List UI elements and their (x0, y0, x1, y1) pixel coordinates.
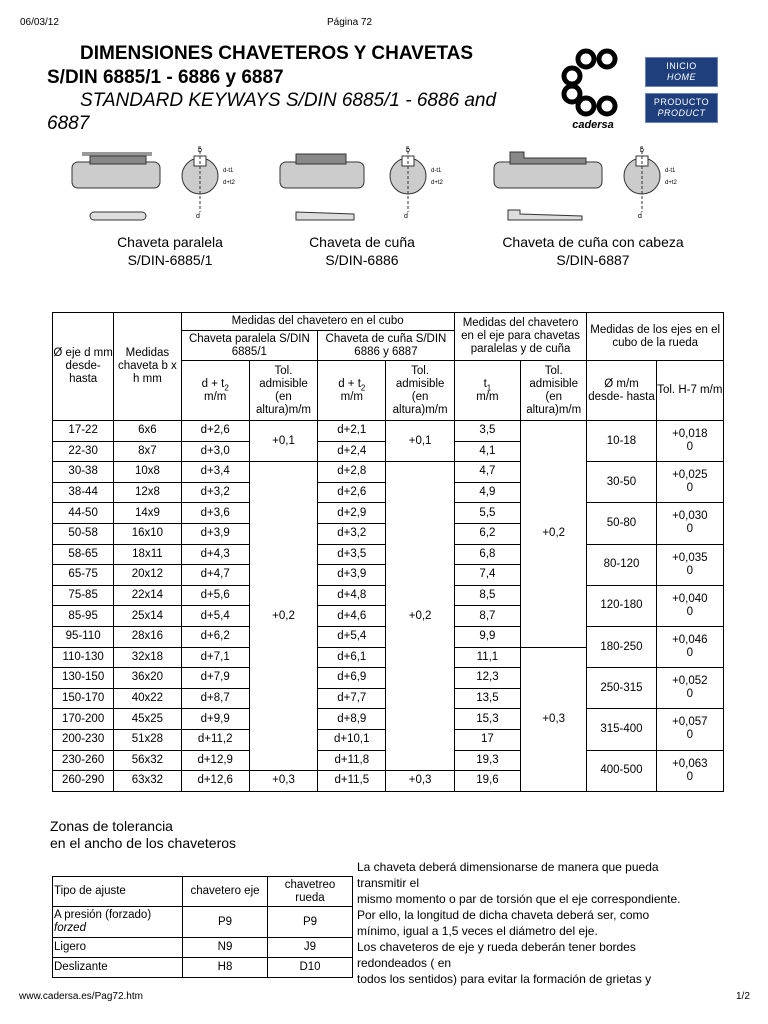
cell-t1: 6,2 (454, 523, 520, 544)
cell-key-size: 6x6 (114, 421, 181, 442)
cell-bore-range: 315-400 (587, 709, 656, 750)
cell-dt2-wedge: d+11,8 (318, 750, 386, 771)
cell-tol-parallel: +0,3 (249, 771, 317, 792)
cell-dt2-parallel: d+11,2 (181, 729, 249, 750)
cell-dt2-wedge: d+3,5 (318, 544, 386, 565)
product-button-sublabel: PRODUCT (657, 108, 706, 118)
cell-dt2-parallel: d+3,0 (181, 441, 249, 462)
col-header-tol-parallel: Tol. admisible (en altura)m/m (249, 361, 317, 421)
cell-dt2-wedge: d+2,4 (318, 441, 386, 462)
cell-dt2-wedge: d+3,2 (318, 523, 386, 544)
cell-t1: 9,9 (454, 626, 520, 647)
tol-row-rueda: D10 (268, 958, 353, 978)
tol-row-eje: H8 (183, 958, 268, 978)
print-url: www.cadersa.es/Pag72.htm (19, 991, 143, 1002)
cell-shaft-range: 44-50 (53, 503, 114, 524)
design-note-paragraph: La chaveta deberá dimensionarse de manera que pueda transmitir el mismo momento o par de torsión que el eje correspondiente. Por ello, la longitud de dicha chaveta deberá ser, como mínimo, igual a 1,5 veces el diámetro del eje. Los chaveteros de eje y rueda deberán tener bordes redondeados ( en todos los sentidos) para evitar la formación de grietas y (357, 860, 681, 986)
cell-bore-range: 250-315 (587, 668, 656, 709)
cell-bore-range: 80-120 (587, 544, 656, 585)
cell-t1: 12,3 (454, 668, 520, 689)
home-button-label: INICIO (666, 61, 697, 71)
cell-key-size: 22x14 (114, 585, 181, 606)
cell-dt2-parallel: d+5,4 (181, 606, 249, 627)
cell-tol-shaft: +0,3 (521, 647, 587, 791)
caption-gib-head-key: Chaveta de cuña con cabeza S/DIN-6887 (502, 234, 684, 268)
cell-dt2-wedge: d+2,9 (318, 503, 386, 524)
fig3-label-b: b (640, 147, 644, 154)
cell-bore-range: 30-50 (587, 462, 656, 503)
header-hub-keyway: Medidas del chavetero en el cubo (181, 313, 454, 331)
page-subtitle-english-line2: 6887 (47, 113, 90, 134)
cell-key-size: 8x7 (114, 441, 181, 462)
cell-shaft-range: 38-44 (53, 482, 114, 503)
cell-key-size: 51x28 (114, 729, 181, 750)
cell-shaft-range: 95-110 (53, 626, 114, 647)
tol-header-tipo: Tipo de ajuste (53, 877, 183, 907)
header-shaft-keyway: Medidas del chavetero en el eje para chavetas paralelas y de cuña (454, 313, 587, 361)
cadersa-logo[interactable] (558, 46, 628, 132)
cell-tol-wedge: +0,3 (386, 771, 454, 792)
fig3-label-d: d (638, 213, 642, 220)
cell-shaft-range: 85-95 (53, 606, 114, 627)
col-header-dt2-wedge: $d + t_2$ m/m (318, 361, 386, 421)
cell-dt2-wedge: d+7,7 (318, 688, 386, 709)
product-button[interactable] (645, 93, 718, 123)
product-button-label: PRODUCTO (653, 97, 710, 107)
cell-dt2-parallel: d+4,7 (181, 565, 249, 586)
cell-shaft-range: 22-30 (53, 441, 114, 462)
cell-key-size: 63x32 (114, 771, 181, 792)
cell-dt2-parallel: d+9,9 (181, 709, 249, 730)
figure-parallel-key (68, 142, 238, 230)
header-wedge-key: Chaveta de cuña S/DIN 6886 y 6887 (318, 331, 455, 361)
fig3-label-t1: d-t1 (665, 168, 676, 174)
cell-key-size: 25x14 (114, 606, 181, 627)
tol-row-tipo: A presión (forzado) forzed (53, 907, 183, 938)
tol-row-rueda: P9 (268, 907, 353, 938)
cell-shaft-range: 130-150 (53, 668, 114, 689)
cell-dt2-parallel: d+8,7 (181, 688, 249, 709)
cell-bore-h7: +0,063 0 (656, 750, 723, 791)
cell-bore-range: 10-18 (587, 421, 656, 462)
cell-dt2-wedge: d+6,1 (318, 647, 386, 668)
cell-bore-range: 400-500 (587, 750, 656, 791)
cell-tol-parallel: +0,1 (249, 421, 317, 462)
caption-parallel-key: Chaveta paralela S/DIN-6885/1 (117, 234, 223, 268)
cell-shaft-range: 170-200 (53, 709, 114, 730)
cell-bore-h7: +0,046 0 (656, 626, 723, 667)
col-header-bore-range: Ø m/m desde- hasta (587, 361, 656, 421)
cell-dt2-wedge: d+2,8 (318, 462, 386, 483)
fig3-label-t2: d+t2 (665, 180, 677, 186)
fig1-label-t1: d-t1 (223, 168, 234, 174)
cell-dt2-parallel: d+2,6 (181, 421, 249, 442)
cell-bore-range: 120-180 (587, 585, 656, 626)
figure-gib-head-key (490, 142, 680, 230)
fig2-label-d: d (404, 213, 408, 220)
cell-t1: 8,5 (454, 585, 520, 606)
fig2-label-t1: d-t1 (431, 168, 442, 174)
cell-dt2-wedge: d+8,9 (318, 709, 386, 730)
print-page-label: Página 72 (327, 17, 373, 28)
home-button[interactable] (645, 57, 718, 87)
cell-bore-h7: +0,030 0 (656, 503, 723, 544)
cell-key-size: 45x25 (114, 709, 181, 730)
fig1-label-b: b (198, 147, 202, 154)
cell-dt2-wedge: d+2,6 (318, 482, 386, 503)
cell-t1: 8,7 (454, 606, 520, 627)
cell-t1: 11,1 (454, 647, 520, 668)
cell-dt2-wedge: d+6,9 (318, 668, 386, 689)
cell-bore-range: 180-250 (587, 626, 656, 667)
cell-dt2-parallel: d+5,6 (181, 585, 249, 606)
tol-header-rueda: chavetreo rueda (268, 877, 353, 907)
col-header-tol-wedge: Tol. admisible (en altura)m/m (386, 361, 454, 421)
cell-t1: 4,1 (454, 441, 520, 462)
cell-key-size: 16x10 (114, 523, 181, 544)
cell-dt2-wedge: d+5,4 (318, 626, 386, 647)
cell-shaft-range: 75-85 (53, 585, 114, 606)
cell-t1: 19,3 (454, 750, 520, 771)
cell-dt2-wedge: d+2,1 (318, 421, 386, 442)
tol-row-eje: P9 (183, 907, 268, 938)
cell-key-size: 18x11 (114, 544, 181, 565)
cell-dt2-parallel: d+12,9 (181, 750, 249, 771)
cell-key-size: 20x12 (114, 565, 181, 586)
cell-bore-h7: +0,040 0 (656, 585, 723, 626)
header-bore: Medidas de los ejes en el cubo de la rueda (587, 313, 724, 361)
tol-row-eje: N9 (183, 938, 268, 958)
cell-t1: 13,5 (454, 688, 520, 709)
cell-key-size: 36x20 (114, 668, 181, 689)
cell-dt2-parallel: d+3,4 (181, 462, 249, 483)
cell-key-size: 40x22 (114, 688, 181, 709)
cell-t1: 15,3 (454, 709, 520, 730)
fig2-label-b: b (406, 147, 410, 154)
cell-bore-h7: +0,052 0 (656, 668, 723, 709)
cell-tol-wedge: +0,2 (386, 462, 454, 771)
cell-t1: 5,5 (454, 503, 520, 524)
cell-key-size: 10x8 (114, 462, 181, 483)
col-header-dt2-parallel: $d + t_2$ m/m (181, 361, 249, 421)
col-header-key-size: Medidas chaveta b x h mm (114, 313, 181, 421)
cell-shaft-range: 17-22 (53, 421, 114, 442)
cell-shaft-range: 58-65 (53, 544, 114, 565)
cell-bore-range: 50-80 (587, 503, 656, 544)
cell-dt2-parallel: d+3,9 (181, 523, 249, 544)
cell-bore-h7: +0,035 0 (656, 544, 723, 585)
cell-bore-h7: +0,057 0 (656, 709, 723, 750)
tol-row-tipo: Deslizante (53, 958, 183, 978)
cell-dt2-wedge: d+4,8 (318, 585, 386, 606)
cell-shaft-range: 200-230 (53, 729, 114, 750)
tol-row-rueda: J9 (268, 938, 353, 958)
cell-bore-h7: +0,025 0 (656, 462, 723, 503)
cell-shaft-range: 50-58 (53, 523, 114, 544)
cell-t1: 7,4 (454, 565, 520, 586)
page-title: DIMENSIONES CHAVETEROS Y CHAVETAS (80, 43, 474, 64)
cell-shaft-range: 150-170 (53, 688, 114, 709)
keyway-dimensions-table (52, 312, 724, 792)
home-button-sublabel: HOME (667, 72, 696, 82)
cell-key-size: 12x8 (114, 482, 181, 503)
cell-dt2-parallel: d+7,9 (181, 668, 249, 689)
cell-tol-parallel: +0,2 (249, 462, 317, 771)
page-subtitle-english: STANDARD KEYWAYS S/DIN 6885/1 - 6886 and (80, 90, 497, 111)
tolerance-zones-title: Zonas de tolerancia en el ancho de los chaveteros (50, 818, 237, 851)
col-header-tol-shaft: Tol. admisible (en altura)m/m (521, 361, 587, 421)
cell-dt2-wedge: d+4,6 (318, 606, 386, 627)
cell-key-size: 56x32 (114, 750, 181, 771)
cell-dt2-parallel: d+4,3 (181, 544, 249, 565)
cell-shaft-range: 65-75 (53, 565, 114, 586)
cell-dt2-parallel: d+12,6 (181, 771, 249, 792)
cell-dt2-wedge: d+3,9 (318, 565, 386, 586)
cell-t1: 4,7 (454, 462, 520, 483)
cell-t1: 17 (454, 729, 520, 750)
cell-dt2-wedge: d+10,1 (318, 729, 386, 750)
cell-tol-wedge: +0,1 (386, 421, 454, 462)
cell-shaft-range: 260-290 (53, 771, 114, 792)
print-page-number: 1/2 (736, 991, 750, 1002)
col-header-shaft-diameter: Ø eje d mm desde- hasta (53, 313, 114, 421)
cell-t1: 19,6 (454, 771, 520, 792)
figure-wedge-key (276, 142, 446, 230)
caption-wedge-key: Chaveta de cuña S/DIN-6886 (309, 234, 415, 268)
cell-shaft-range: 230-260 (53, 750, 114, 771)
cell-key-size: 32x18 (114, 647, 181, 668)
cell-key-size: 28x16 (114, 626, 181, 647)
cell-key-size: 14x9 (114, 503, 181, 524)
cell-dt2-parallel: d+6,2 (181, 626, 249, 647)
cell-tol-shaft: +0,2 (521, 421, 587, 648)
table-row (53, 421, 724, 442)
cell-shaft-range: 110-130 (53, 647, 114, 668)
cell-bore-h7: +0,018 0 (656, 421, 723, 462)
tol-row-tipo: Ligero (53, 938, 183, 958)
header-parallel-key: Chaveta paralela S/DIN 6885/1 (181, 331, 318, 361)
cell-t1: 6,8 (454, 544, 520, 565)
page-title-line2: S/DIN 6885/1 - 6886 y 6887 (47, 67, 284, 88)
fig1-label-d: d (196, 213, 200, 220)
col-header-h7: Tol. H-7 m/m (656, 361, 723, 421)
col-header-t1: $t_1$ m/m (454, 361, 520, 421)
cell-dt2-wedge: d+11,5 (318, 771, 386, 792)
fig2-label-t2: d+t2 (431, 180, 443, 186)
fig1-label-t2: d+t2 (223, 180, 235, 186)
table-row (53, 462, 724, 483)
print-date: 06/03/12 (20, 17, 59, 28)
cell-shaft-range: 30-38 (53, 462, 114, 483)
cell-t1: 4,9 (454, 482, 520, 503)
cell-dt2-parallel: d+7,1 (181, 647, 249, 668)
cell-t1: 3,5 (454, 421, 520, 442)
tolerance-zones-table (52, 876, 353, 978)
logo-text: cadersa (572, 119, 614, 131)
cell-dt2-parallel: d+3,6 (181, 503, 249, 524)
tol-header-eje: chavetero eje (183, 877, 268, 907)
cell-dt2-parallel: d+3,2 (181, 482, 249, 503)
